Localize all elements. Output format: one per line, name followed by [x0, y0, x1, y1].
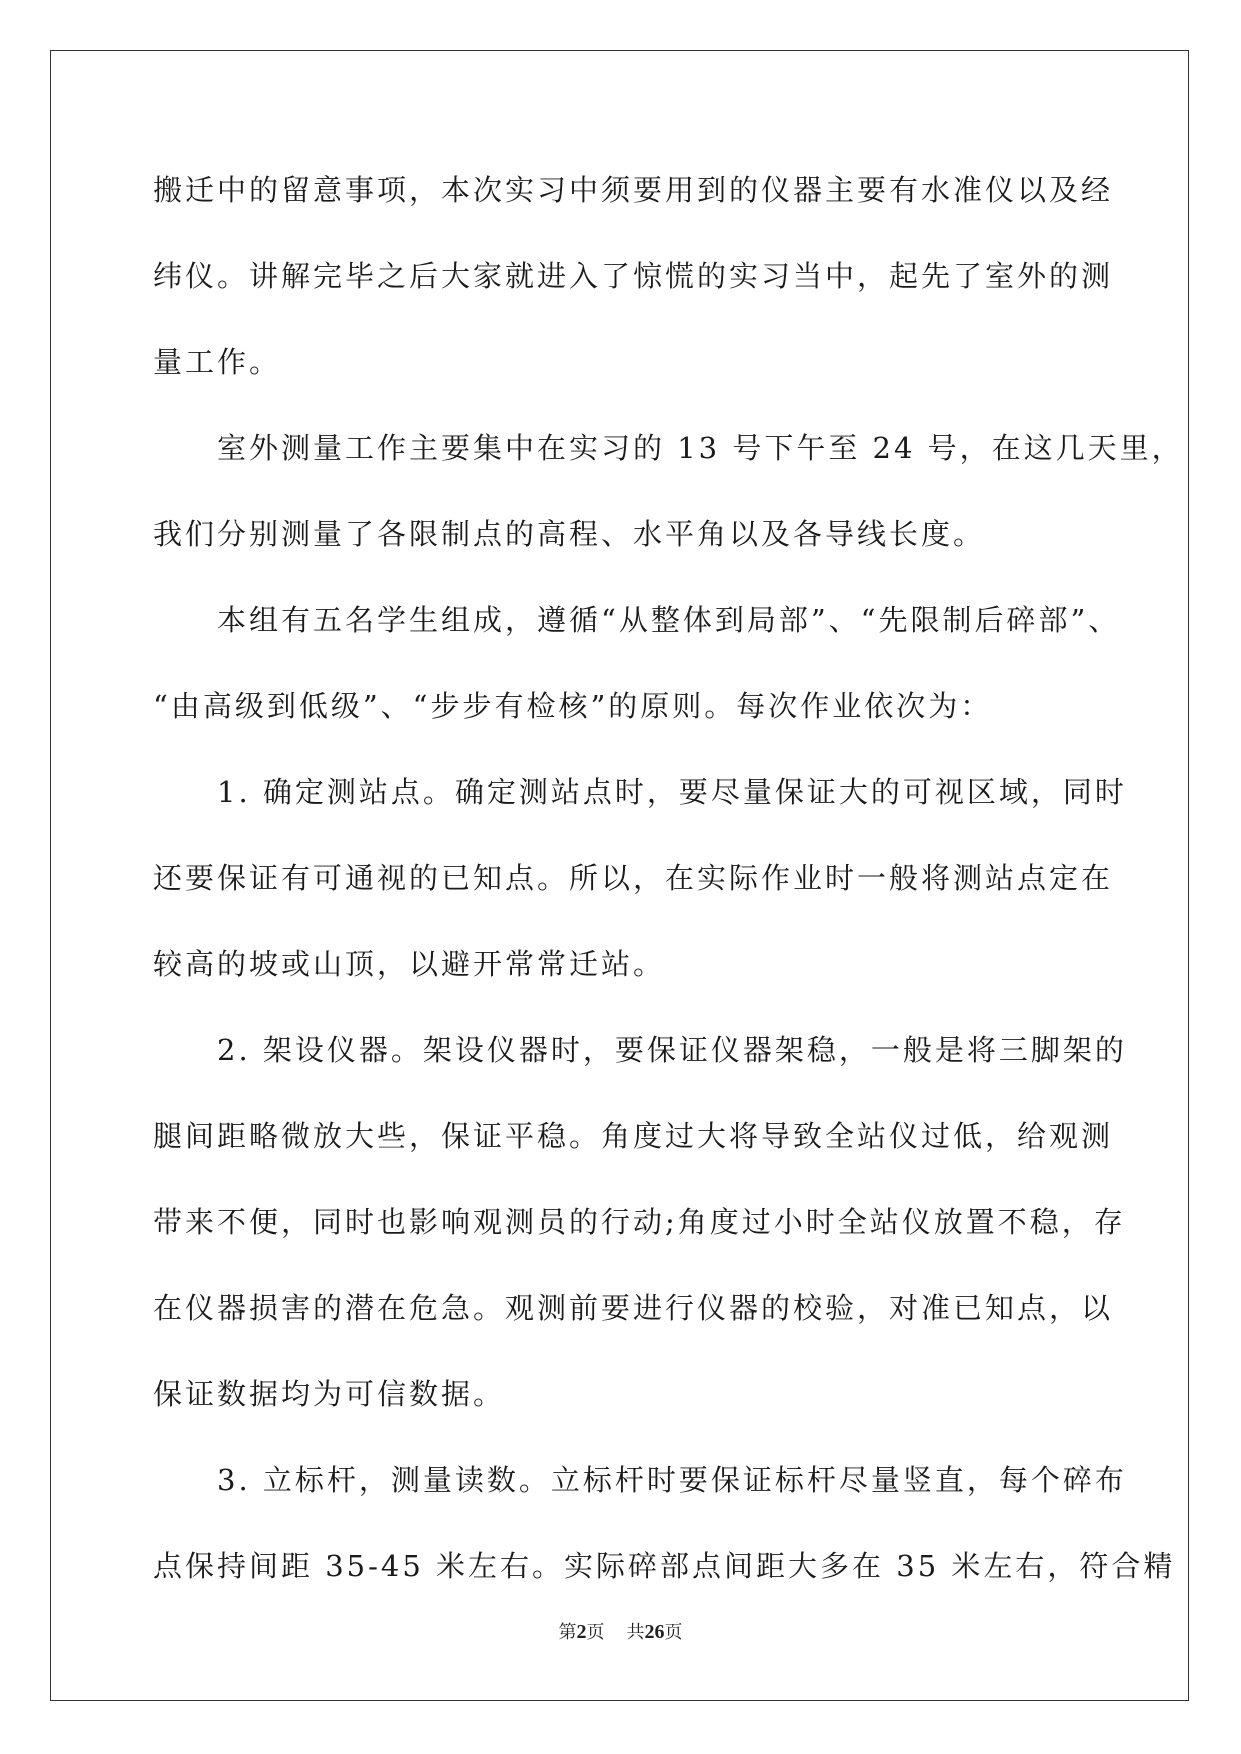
total-prefix: 共: [626, 1622, 645, 1643]
text-line: 带来不便，同时也影响观测员的行动;角度过小时全站仪放置不稳，存: [153, 1205, 1126, 1239]
text-line: 还要保证有可通视的已知点。所以，在实际作业时一般将测站点定在: [153, 861, 1114, 895]
text-line: 室外测量工作主要集中在实习的 13 号下午至 24 号，在这几天里，: [153, 431, 1184, 465]
text-line: 本组有五名学生组成，遵循“从整体到局部”、“先限制后碎部”、: [153, 603, 1121, 637]
page-prefix: 第: [558, 1622, 577, 1643]
page-footer: [0, 1620, 1241, 1645]
page-number: 2: [576, 1621, 587, 1643]
text-line: 纬仪。讲解完毕之后大家就进入了惊慌的实习当中，起先了室外的测: [153, 259, 1114, 293]
text-line: 搬迁中的留意事项，本次实习中须要用到的仪器主要有水准仪以及经: [153, 173, 1114, 207]
text-line: 在仪器损害的潜在危急。观测前要进行仪器的校验，对准已知点，以: [153, 1291, 1114, 1325]
page-unit: 页: [586, 1622, 605, 1643]
text-line: 保证数据均为可信数据。: [153, 1377, 506, 1411]
text-line: 1. 确定测站点。确定测站点时，要尽量保证大的可视区域，同时: [153, 775, 1127, 809]
total-pages: 26: [644, 1621, 665, 1643]
text-line: 点保持间距 35-45 米左右。实际碎部点间距大多在 35 米左右，符合精: [153, 1549, 1176, 1583]
text-line: “由高级到低级”、“步步有检核”的原则。每次作业依次为：: [153, 689, 993, 723]
text-line: 2. 架设仪器。架设仪器时，要保证仪器架稳，一般是将三脚架的: [153, 1033, 1127, 1067]
text-line: 较高的坡或山顶，以避开常常迁站。: [153, 947, 666, 981]
text-line: 腿间距略微放大些，保证平稳。角度过大将导致全站仪过低，给观测: [153, 1119, 1114, 1153]
text-line: 3. 立标杆，测量读数。立标杆时要保证标杆尽量竖直，每个碎布: [153, 1463, 1127, 1497]
text-line: 我们分别测量了各限制点的高程、水平角以及各导线长度。: [153, 517, 986, 551]
total-unit: 页: [664, 1622, 683, 1643]
document-body: [153, 160, 1184, 1622]
text-line: 量工作。: [153, 345, 282, 379]
